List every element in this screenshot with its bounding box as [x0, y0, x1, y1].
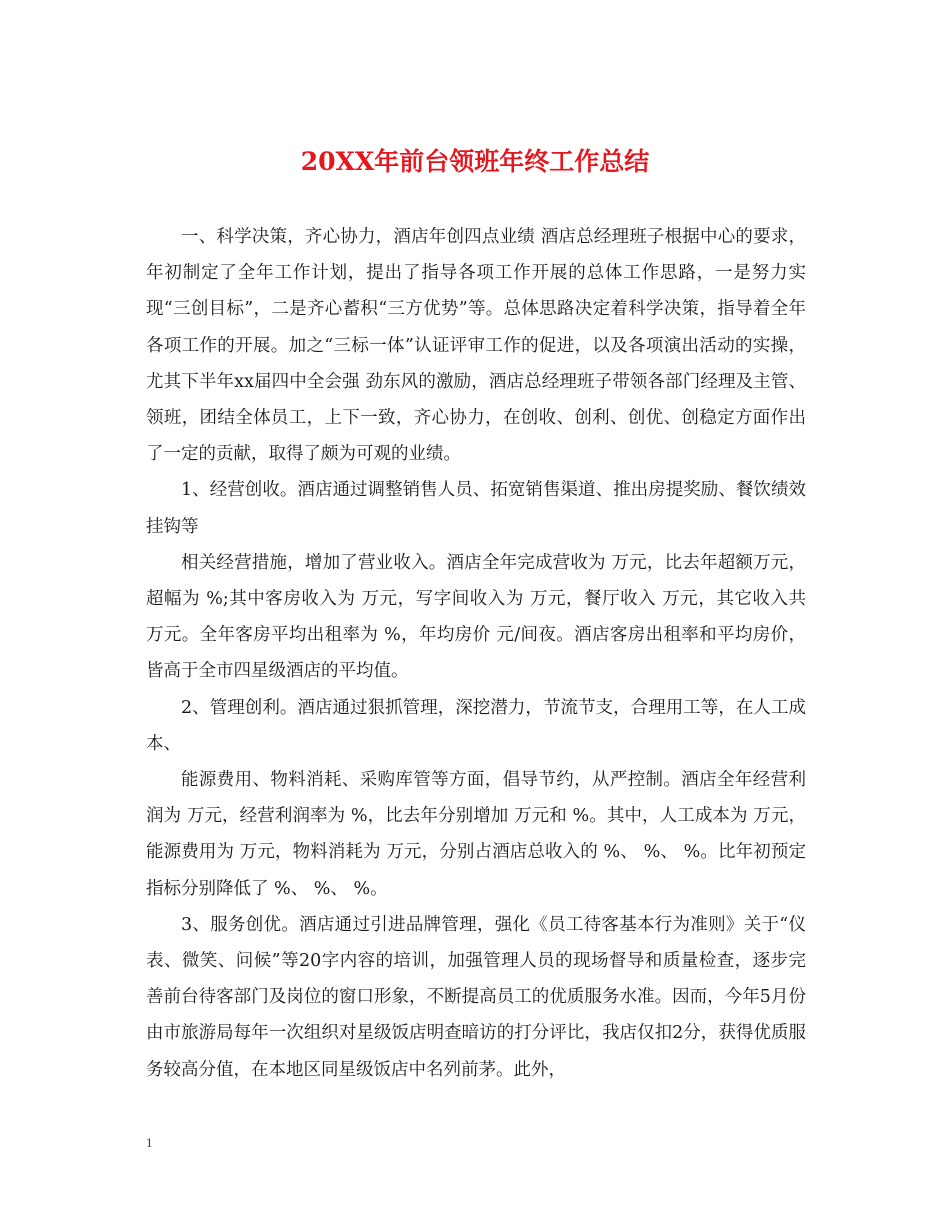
document-title: 20XX年前台领班年终工作总结 — [300, 147, 650, 176]
page-number: 1 — [146, 1135, 153, 1150]
paragraph-1: 一、科学决策，齐心协力，酒店年创四点业绩 酒店总经理班子根据中心的要求，年初制定了全年工作计划，提出了指导各项工作开展的总体工作思路，一是努力实现“三创目标”，二是齐心蓄积“三方优势”等。总体思路决定着科学决策，指导着全年各项工作的开展。加之“三标一体”认证评审工作的促进，以及各项演出活动的实操，尤其下半年xx届四中全会强 劲东风的激励，酒店总经理班子带领各部门经理及主管、领班，团结全体员工，上下一致，齐心协力，在创收、创利、创优、创稳定方面作出了一定的贡献，取得了颇为可观的业绩。 — [146, 227, 806, 465]
document-body — [146, 219, 806, 1088]
paragraph-5: 能源费用、物料消耗、采购库管等方面，倡导节约，从严控制。酒店全年经营利润为 万元，经营利润率为 %，比去年分别增加 万元和 %。其中，人工成本为 万元，能源费用为 万元，物料消耗为 万元，分别占酒店总收入的 %、 %、 %。比年初预定指标分别降低了 %、 %、 %。 — [146, 770, 806, 899]
paragraph-3: 相关经营措施，增加了营业收入。酒店全年完成营收为 万元，比去年超额万元，超幅为 %;其中客房收入为 万元，写字间收入为 万元，餐厅收入 万元，其它收入共 万元。全年客房平均出租率为 %，年均房价 元/间夜。酒店客房出租率和平均房价，皆高于全市四星级酒店的平均值。 — [146, 552, 806, 682]
paragraph-2: 1、经营创收。酒店通过调整销售人员、拓宽销售渠道、推出房提奖励、餐饮绩效挂钩等 — [146, 480, 806, 537]
paragraph-6: 3、服务创优。酒店通过引进品牌管理，强化《员工待客基本行为准则》关于“仪表、微笑、问候”等20字内容的培训，加强管理人员的现场督导和质量检查，逐步完善前台待客部门及岗位的窗口形象，不断提高员工的优质服务水准。因而，今年5月份由市旅游局每年一次组织对星级饭店明查暗访的打分评比，我店仅扣2分，获得优质服务较高分值，在本地区同星级饭店中名列前茅。此外， — [146, 914, 806, 1080]
paragraph-4: 2、管理创利。酒店通过狠抓管理，深挖潜力，节流节支，合理用工等，在人工成本、 — [146, 697, 806, 754]
